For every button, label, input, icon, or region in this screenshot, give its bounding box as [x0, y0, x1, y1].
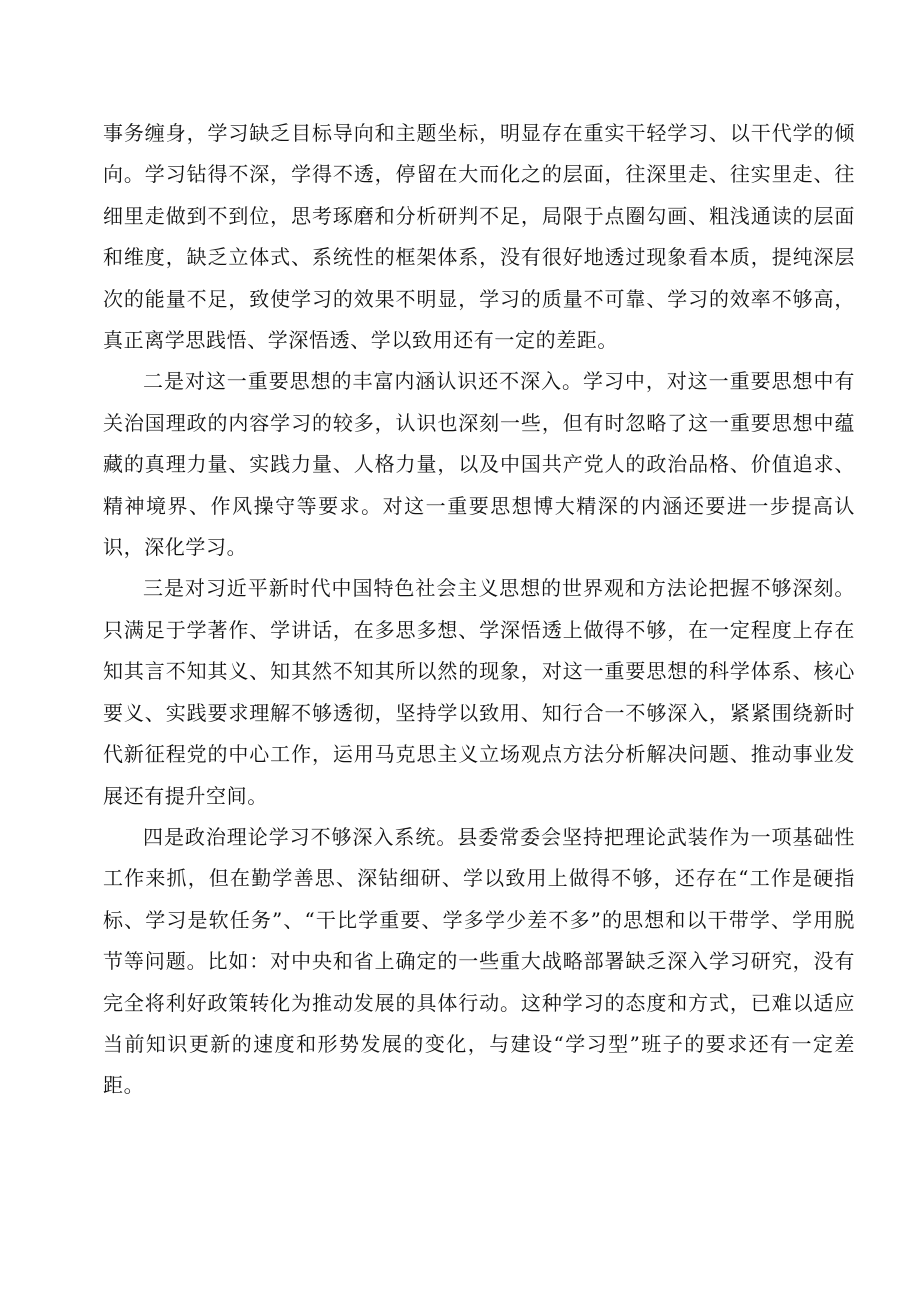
- document-body: [103, 113, 855, 1107]
- paragraph-1: 事务缠身，学习缺乏目标导向和主题坐标，明显存在重实干轻学习、以干代学的倾向。学习钻得不深，学得不透，停留在大而化之的层面，往深里走、往实里走、往细里走做到不到位，思考琢磨和分析研判不足，局限于点圈勾画、粗浅通读的层面和维度，缺乏立体式、系统性的框架体系，没有很好地透过现象看本质，提纯深层次的能量不足，致使学习的效果不明显，学习的质量不可靠、学习的效率不够高，真正离学思践悟、学深悟透、学以致用还有一定的差距。: [103, 121, 855, 353]
- paragraph-4: 四是政治理论学习不够深入系统。县委常委会坚持把理论武装作为一项基础性工作来抓，但在勤学善思、深钻细研、学以致用上做得不够，还存在“工作是硬指标、学习是软任务”、“干比学重要、学多学少差不多”的思想和以干带学、学用脱节等问题。比如：对中央和省上确定的一些重大战略部署缺乏深入学习研究，没有完全将利好政策转化为推动发展的具体行动。这种学习的态度和方式，已难以适应当前知识更新的速度和形势发展的变化，与建设“学习型”班子的要求还有一定差距。: [103, 824, 855, 1098]
- paragraph-3: 三是对习近平新时代中国特色社会主义思想的世界观和方法论把握不够深刻。只满足于学著作、学讲话，在多思多想、学深悟透上做得不够，在一定程度上存在知其言不知其义、知其然不知其所以然的现象，对这一重要思想的科学体系、核心要义、实践要求理解不够透彻，坚持学以致用、知行合一不够深入，紧紧围绕新时代新征程党的中心工作，运用马克思主义立场观点方法分析解决问题、推动事业发展还有提升空间。: [103, 576, 855, 808]
- paragraph-2: 二是对这一重要思想的丰富内涵认识还不深入。学习中，对这一重要思想中有关治国理政的内容学习的较多，认识也深刻一些，但有时忽略了这一重要思想中蕴藏的真理力量、实践力量、人格力量，以及中国共产党人的政治品格、价值追求、精神境界、作风操守等要求。对这一重要思想博大精深的内涵还要进一步提高认识，深化学习。: [103, 369, 855, 560]
